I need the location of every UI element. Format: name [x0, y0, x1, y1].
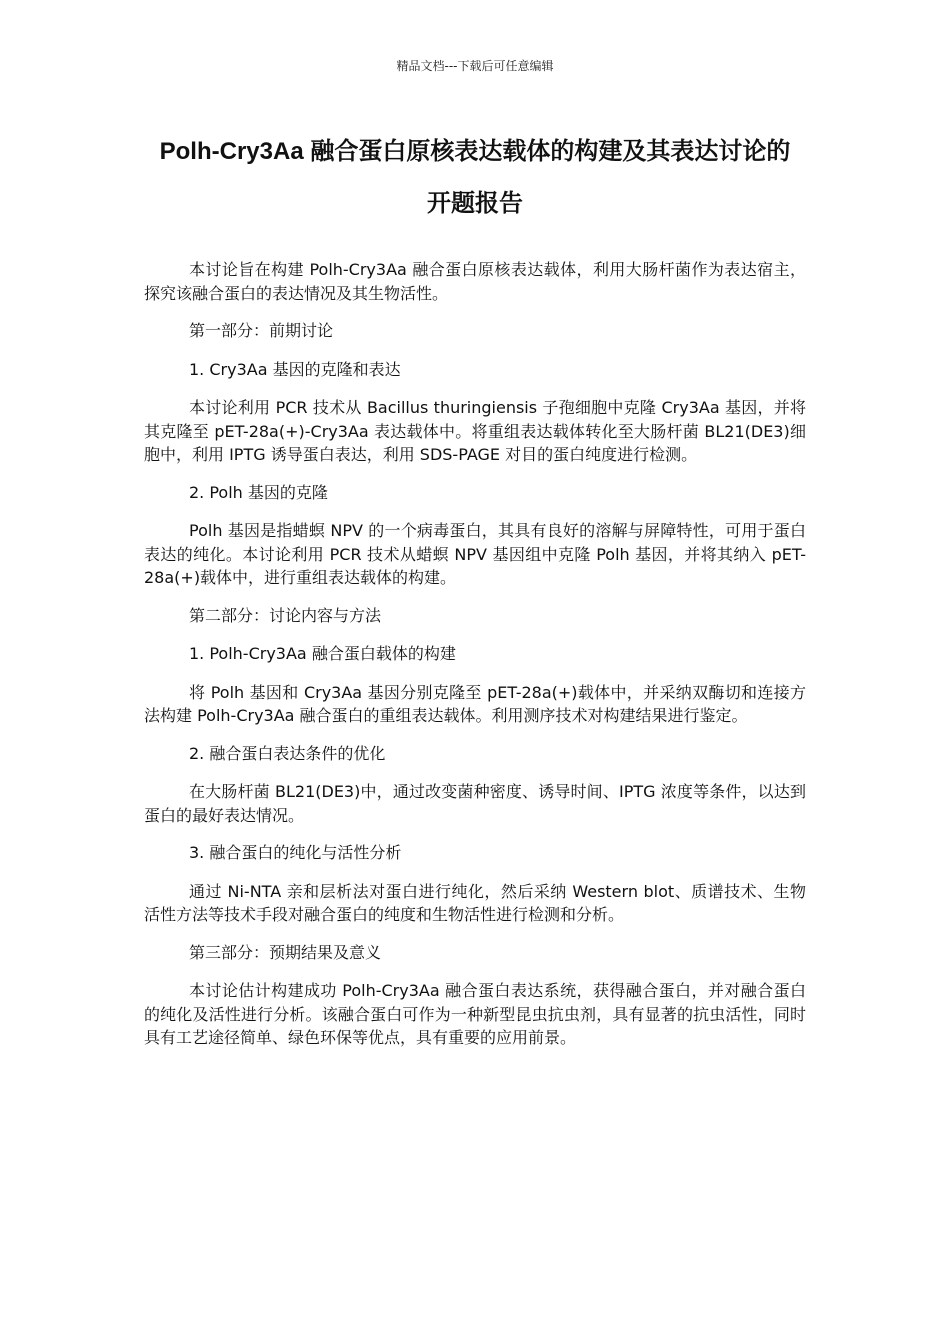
subheading-polh-cloning: 2. Polh 基因的克隆 — [189, 482, 328, 502]
paragraph-polh-cloning: Polh 基因是指蜡螟 NPV 的一个病毒蛋白，其具有良好的溶解与屏障特性，可用于蛋白表达的纯化。本讨论利用 PCR 技术从蜡螟 NPV 基因组中克隆 Polh 基因，并将其纳入 pET-28a(+)载体中，进行重组表达载体的构建。 — [144, 521, 806, 587]
title-line-1: Polh-Cry3Aa 融合蛋白原核表达载体的构建及其表达讨论的 — [159, 138, 791, 165]
section-heading-part3: 第三部分：预期结果及意义 — [189, 942, 382, 962]
paragraph-cry3aa-cloning: 本讨论利用 PCR 技术从 Bacillus thuringiensis 子孢细胞中克隆 Cry3Aa 基因，并将其克隆至 pET-28a(+)-Cry3Aa 表达载体中。将重组表达载体转化至大肠杆菌 BL21(DE3)细胞中，利用 IPTG 诱导蛋白表达，利用 SDS-PAGE 对目的蛋白纯度进行检测。 — [144, 398, 806, 464]
paragraph-intro: 本讨论旨在构建 Polh-Cry3Aa 融合蛋白原核表达载体，利用大肠杆菌作为表达宿主，探究该融合蛋白的表达情况及其生物活性。 — [144, 260, 806, 303]
document-title — [100, 126, 850, 230]
paragraph-purification-analysis: 通过 Ni-NTA 亲和层析法对蛋白进行纯化，然后采纳 Western blot、质谱技术、生物活性方法等技术手段对融合蛋白的纯度和生物活性进行检测和分析。 — [144, 881, 806, 924]
section-heading-part2: 第二部分：讨论内容与方法 — [189, 605, 382, 625]
subheading-purification-analysis: 3. 融合蛋白的纯化与活性分析 — [189, 843, 402, 862]
title-line-2: 开题报告 — [427, 190, 523, 217]
paragraph-vector-construction: 将 Polh 基因和 Cry3Aa 基因分别克隆至 pET-28a(+)载体中，并采纳双酶切和连接方法构建 Polh-Cry3Aa 融合蛋白的重组表达载体。利用测序技术对构建结果进行鉴定。 — [144, 682, 806, 725]
page-header: 精品文档---下载后可任意编辑 — [396, 59, 554, 73]
section-heading-part1: 第一部分：前期讨论 — [189, 321, 334, 340]
paragraph-expression-optimization: 在大肠杆菌 BL21(DE3)中，通过改变菌种密度、诱导时间、IPTG 浓度等条件，以达到蛋白的最好表达情况。 — [144, 782, 806, 825]
paragraph-expected-results: 本讨论估计构建成功 Polh-Cry3Aa 融合蛋白表达系统，获得融合蛋白，并对融合蛋白的纯化及活性进行分析。该融合蛋白可作为一种新型昆虫抗虫剂，具有显著的抗虫活性，同时具有工艺途径简单、绿色环保等优点，具有重要的应用前景。 — [144, 981, 806, 1047]
subheading-cry3aa-cloning: 1. Cry3Aa 基因的克隆和表达 — [189, 359, 401, 379]
subheading-expression-optimization: 2. 融合蛋白表达条件的优化 — [189, 743, 386, 763]
subheading-vector-construction: 1. Polh-Cry3Aa 融合蛋白载体的构建 — [189, 644, 456, 663]
document-body — [144, 258, 806, 1064]
